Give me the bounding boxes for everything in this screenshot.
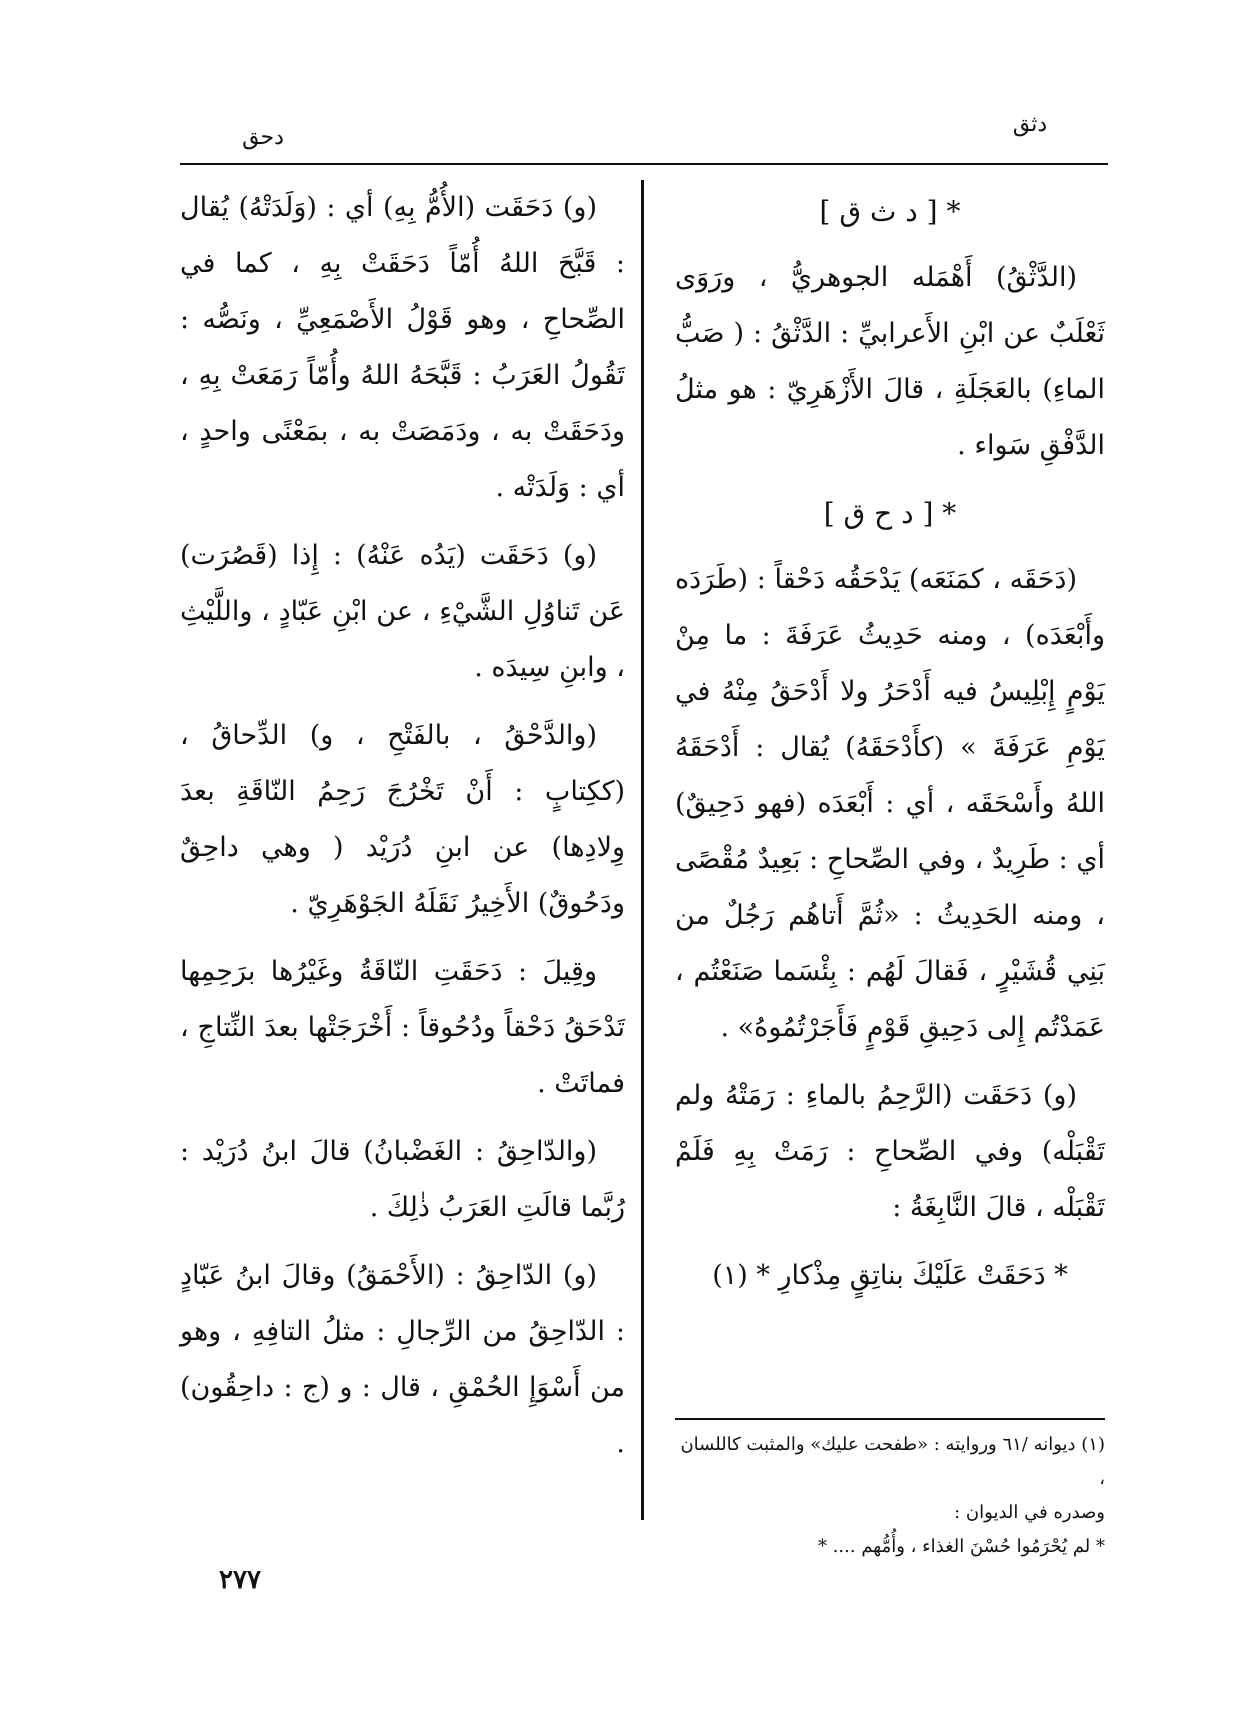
header-right-word: دثق bbox=[1012, 112, 1048, 137]
entry-dthq-text: (الدَّثْقُ) أَهْمَله الجوهريُّ ، ورَوَى ثَعْلَبٌ عن ابْنِ الأَعرابيِّ : الدَّثْقُ : ( صَبُّ الماءِ) بالعَجَلَةِ ، قالَ الأَزْهَرِيّ : هو مثلُ الدَّفْقِ سَواء . bbox=[675, 262, 1105, 461]
footnotes bbox=[675, 1428, 1105, 1564]
entry-heading-dhq: * [ د ح ق ] bbox=[823, 497, 957, 530]
left-para-6: (و) الدّاحِقُ : (الأَحْمَقُ) وقالَ ابنُ عَبّادٍ : الدّاحِقُ من الرِّجالِ : مثلُ التافِهِ ، وهو من أَسْوَإِ الحُمْقِ ، قال : و (ج : داحِقُون) . bbox=[180, 1260, 625, 1459]
left-para-5: (والدّاحِقُ : الغَضْبانُ) قالَ ابنُ دُرَيْد : رُبَّما قالَتِ العَرَبُ ذٰلِكَ . bbox=[180, 1136, 625, 1223]
page-number: ٢٧٧ bbox=[219, 1565, 261, 1595]
footnote-line-1: (١) ديوانه /٦١ وروايته : «طفحت عليك» والمثبت كاللسان ، bbox=[680, 1434, 1105, 1489]
header-rule bbox=[180, 163, 1108, 165]
footnote-line-3: * لم يُحْرَمُوا حُسْنَ الغذاء ، وأُمُّهم .... * bbox=[817, 1536, 1105, 1557]
poetry-verse: * دَحَقَتْ عَلَيْكَ بناتِقٍ مِذْكارِ * (١) bbox=[712, 1260, 1068, 1291]
left-para-2: (و) دَحَقَت (يَدُه عَنْهُ) : إِذا (قَصُرَت) عَن تَناوُلِ الشَّيْءِ ، عن ابْنِ عَبّادٍ ، واللَّيْثِ ، وابنِ سِيدَه . bbox=[180, 540, 625, 683]
header-left-word: دحق bbox=[242, 125, 284, 150]
entry-heading-dthq: * [ د ث ق ] bbox=[819, 195, 961, 228]
entry-dhq-para-2: (و) دَحَقَت (الرَّحِمُ بالماءِ : رَمَتْهُ ولم تَقْبَلْه) وفي الصِّحاحِ : رَمَتْ بِهِ فَلَمْ تَقْبَلْه ، قالَ النَّابِغَةُ : bbox=[675, 1080, 1105, 1223]
column-divider bbox=[641, 180, 644, 1520]
footnote-line-2: وصدره في الديوان : bbox=[954, 1502, 1105, 1523]
entry-dhq-para-1: (دَحَقَه ، كمَنَعَه) يَدْحَقُه دَحْقاً : (طَرَدَه وأَبْعَدَه) ، ومنه حَدِيثُ عَرَفَةَ : ما مِنْ يَوْمٍ إِبْلِيسُ فيه أَدْحَرُ ولا أَدْحَقُ مِنْهُ في يَوْمِ عَرَفَةَ » (كأَدْحَقَهُ) يُقال : أَدْحَقَهُ اللهُ وأَسْحَقَه ، أي : أَبْعَدَه (فهو دَحِيقٌ) أي : طَرِيدٌ ، وفي الصِّحاحِ : بَعِيدٌ مُقْصًى ، ومنه الحَدِيثُ : «ثُمَّ أَتاهُم رَجُلٌ من بَنِي قُشَيْرٍ ، فَقالَ لَهُم : بِئْسَما صَنَعْتُم ، عَمَدْتُم إِلى دَحِيقِ قَوْمٍ فَأَجَرْتُمُوهُ» . bbox=[675, 564, 1105, 1043]
right-column bbox=[675, 180, 1105, 1304]
footnote-rule bbox=[675, 1418, 1105, 1420]
left-para-1: (و) دَحَقَت (الأُمُّ بِهِ) أي : (وَلَدَتْهُ) يُقال : قَبَّحَ اللهُ أُمّاً دَحَقَتْ بِهِ ، كما في الصِّحاحِ ، وهو قَوْلُ الأَصْمَعِيِّ ، ونَصُّه : تَقُولُ العَرَبُ : قَبَّحَهُ اللهُ وأُمّاً رَمَعَتْ بِهِ ، ودَحَقَتْ به ، ودَمَصَتْ به ، بمَعْنًى واحدٍ ، أي : وَلَدَتْه . bbox=[180, 192, 625, 503]
left-para-3: (والدَّحْقُ ، بالفَتْحِ ، و) الدِّحاقُ ، (ككِتابٍ : أَنْ تَخْرُجَ رَحِمُ النّاقَةِ بعدَ وِلادِها) عن ابنِ دُرَيْد ( وهي داحِقٌ ودَحُوقٌ) الأَخِيرُ نَقَلَهُ الجَوْهَرِيّ . bbox=[180, 720, 625, 919]
left-para-4: وقِيلَ : دَحَقَتِ النّاقَةُ وغَيْرُها برَحِمِها تَدْحَقُ دَحْقاً ودُحُوقاً : أَخْرَجَتْها بعدَ النِّتاجِ ، فماتَتْ . bbox=[180, 956, 625, 1099]
left-column bbox=[180, 180, 625, 1484]
